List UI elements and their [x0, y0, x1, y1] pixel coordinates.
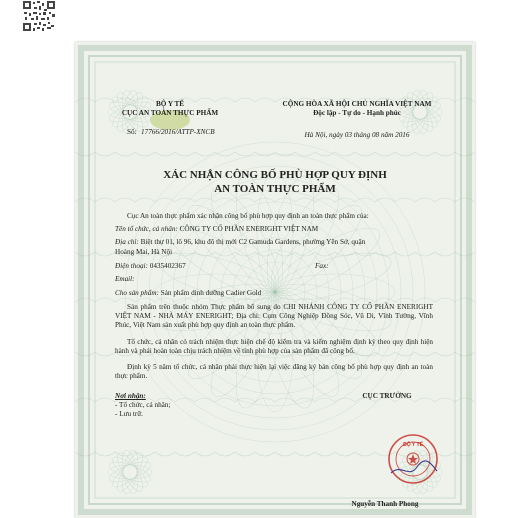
seal-text: BỘ Y TẾ — [403, 442, 423, 448]
phone-value: 0435402367 — [149, 262, 186, 270]
paragraph-responsibility: Tổ chức, cá nhân có trách nhiệm thực hiện chế độ kiểm tra và kiểm nghiệm định kỳ theo quy định hiện hành và phải hoàn toàn chịu trách nhiệm về tính phù hợp của sản phẩm đã công bố. — [115, 338, 433, 355]
org-label: Tên tổ chức, cá nhân: — [115, 225, 178, 233]
signer-title: CỤC TRƯỞNG — [362, 392, 412, 400]
title-line-1: XÁC NHẬN CÔNG BỐ PHÙ HỢP QUY ĐỊNH — [163, 169, 387, 181]
paragraph-renewal: Định kỳ 5 năm tổ chức, cá nhân phải thực hiện lại việc đăng ký bản công bố phù hợp quy định an toàn thực phẩm. — [115, 363, 433, 380]
email-label: Email: — [115, 275, 135, 283]
document-number-label: Số: — [127, 128, 137, 136]
product-label: Cho sản phẩm: — [115, 289, 159, 297]
address-line-1: Biệt thự 01, lô 96, khu đô thị mới C2 Gamuda Gardens, phường Yên Sở, quận — [140, 238, 366, 246]
product-value: Sản phẩm dinh dưỡng Cadier Gold — [160, 289, 262, 297]
phone-label: Điện thoại: — [115, 262, 148, 270]
certificate-document — [75, 42, 475, 518]
national-motto: Độc lập - Tự do - Hạnh phúc — [313, 109, 401, 117]
recipient-1: - Tổ chức, cá nhân; — [115, 401, 171, 409]
paragraph-production: Sản phẩm trên thuộc nhóm Thực phẩm bổ sung do CHI NHÁNH CÔNG TY CỔ PHẦN ENERIGHT VIỆT NAM - NHÀ MÁY ENERIGHT; Địa chỉ: Cụm Công Nghiệp Đồng Sóc, Vũ Di, Vĩnh Tường, Vĩnh Phúc, Việt Nam sản xuất phù hợp quy định an toàn thực phẩm. — [115, 303, 433, 329]
document-number: 17766/2016/ATTP-XNCB — [141, 128, 215, 136]
country-name: CỘNG HÒA XÃ HỘI CHỦ NGHĨA VIỆT NAM — [282, 100, 432, 108]
recipient-2: - Lưu trữ. — [115, 410, 143, 418]
recipients-label: Nơi nhận: — [115, 392, 146, 400]
phone-row — [115, 262, 186, 271]
org-row — [115, 225, 318, 234]
agency-name: CỤC AN TOÀN THỰC PHẨM — [121, 109, 219, 117]
org-value: CÔNG TY CỔ PHẦN ENERIGHT VIỆT NAM — [179, 225, 319, 233]
qr-code — [22, 0, 56, 32]
ministry-name: BỘ Y TẾ — [155, 100, 185, 108]
official-seal — [387, 433, 439, 485]
fax-label: Fax: — [315, 262, 329, 270]
title-line-2: AN TOÀN THỰC PHẨM — [214, 183, 336, 195]
signer-name: Nguyễn Thanh Phong — [351, 500, 419, 508]
issue-date: Hà Nội, ngày 03 tháng 08 năm 2016 — [304, 131, 410, 139]
product-row — [115, 289, 261, 298]
address-row — [115, 238, 365, 247]
address-label: Địa chỉ: — [115, 238, 139, 246]
intro-text: Cục An toàn thực phẩm xác nhận công bố phù hợp quy định an toàn thực phẩm của: — [127, 212, 369, 220]
address-line-2: Hoàng Mai, Hà Nội — [115, 248, 173, 256]
